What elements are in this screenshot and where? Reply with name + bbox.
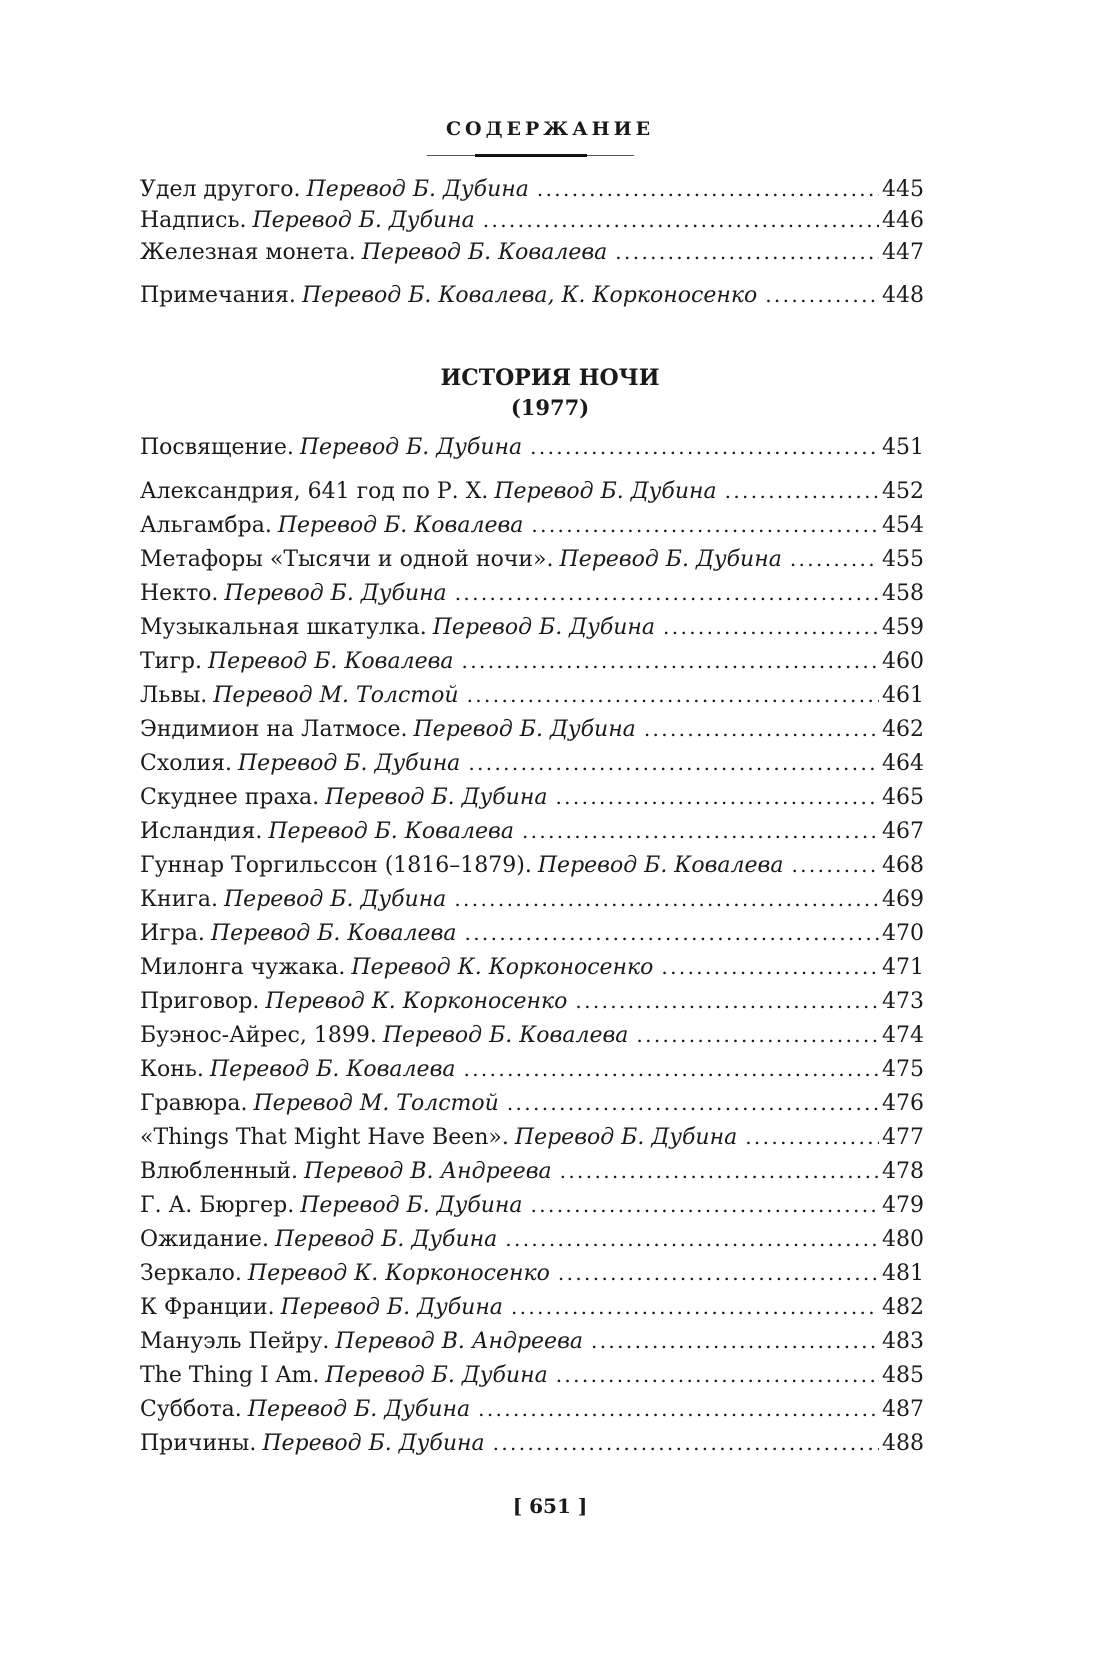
toc-entry: [140, 1292, 924, 1324]
entry-page: 471: [882, 955, 924, 980]
entry-translator: Перевод Б. Ковалева: [207, 649, 454, 674]
toc-entry: [140, 1224, 924, 1256]
running-header: СОДЕРЖАНИЕ: [445, 118, 655, 140]
entry-page: 462: [882, 717, 924, 742]
entry-page: 474: [882, 1023, 924, 1048]
entry-translator: Перевод Б. Дубина: [494, 479, 717, 504]
entry-title: «Things That Might Have Been».: [140, 1125, 509, 1150]
dot-leader: [790, 544, 879, 574]
toc-entry: [140, 646, 924, 678]
entry-page: 485: [882, 1363, 924, 1388]
entry-page: 447: [882, 240, 924, 265]
toc-entry: [140, 884, 924, 916]
entry-page: 476: [882, 1091, 924, 1116]
entry-translator: Перевод Б. Дубина: [432, 615, 656, 640]
toc-entry: [140, 986, 924, 1018]
entry-title: К Франции.: [140, 1295, 275, 1320]
entry-page: 446: [882, 208, 924, 233]
entry-translator: Перевод Б. Дубина: [299, 435, 523, 460]
section-year: (1977): [510, 395, 590, 420]
entry-title: Суббота.: [140, 1397, 242, 1422]
dot-leader: [462, 646, 879, 676]
dot-leader: [791, 850, 879, 880]
entry-translator: Перевод В. Андреева: [304, 1159, 552, 1184]
entry-translator: Перевод Б. Ковалева: [361, 240, 608, 265]
entry-title: Ожидание.: [140, 1227, 269, 1252]
entry-translator: Перевод Б. Ковалева: [210, 921, 457, 946]
dot-leader: [765, 280, 879, 310]
toc-entry: [140, 476, 924, 508]
entry-page: 481: [882, 1261, 924, 1286]
entry-page: 478: [882, 1159, 924, 1184]
dot-leader: [663, 612, 879, 642]
dot-leader: [591, 1326, 879, 1356]
entry-translator: Перевод М. Толстой: [213, 683, 459, 708]
entry-page: 488: [882, 1431, 924, 1456]
entry-title: Железная монета.: [140, 240, 356, 265]
entry-translator: Перевод Б. Дубина: [238, 751, 461, 776]
dot-leader: [507, 1088, 879, 1118]
entry-translator: Перевод Б. Дубина: [262, 1431, 485, 1456]
dot-leader: [468, 748, 879, 778]
entry-title: Причины.: [140, 1431, 257, 1456]
entry-title: Эндимион на Латмосе.: [140, 717, 408, 742]
entry-title: Приговор.: [140, 989, 260, 1014]
table-of-contents: [140, 0, 924, 1669]
dot-leader: [537, 174, 879, 204]
dot-leader: [478, 1394, 879, 1424]
entry-title: Некто.: [140, 581, 219, 606]
toc-entry: [140, 680, 924, 712]
entry-page: 483: [882, 1329, 924, 1354]
entry-title: Милонга чужака.: [140, 955, 346, 980]
dot-leader: [575, 986, 879, 1016]
entry-translator: Перевод Б. Ковалева: [382, 1023, 629, 1048]
entry-translator: Перевод Б. Дубина: [280, 1295, 503, 1320]
dot-leader: [483, 205, 879, 235]
dot-leader: [745, 1122, 879, 1152]
entry-title: Книга.: [140, 887, 218, 912]
dot-leader: [531, 1190, 879, 1220]
dot-leader: [465, 918, 880, 948]
toc-entry: [140, 1088, 924, 1120]
toc-entry: [140, 918, 924, 950]
dot-leader: [725, 476, 879, 506]
entry-page: 445: [882, 177, 924, 202]
entry-page: 469: [882, 887, 924, 912]
entry-title: Удел другого.: [140, 177, 301, 202]
toc-entry: [140, 1020, 924, 1052]
entry-translator: Перевод В. Андреева: [335, 1329, 583, 1354]
toc-entry: [140, 1258, 924, 1290]
toc-entry: [140, 280, 924, 312]
entry-page: 477: [882, 1125, 924, 1150]
entry-title: Надпись.: [140, 208, 247, 233]
entry-page: 467: [882, 819, 924, 844]
dot-leader: [556, 1360, 879, 1390]
dot-leader: [493, 1428, 879, 1458]
entry-title: The Thing I Am.: [140, 1363, 320, 1388]
entry-title: Музыкальная шкатулка.: [140, 615, 427, 640]
entry-translator: Перевод Б. Дубина: [413, 717, 636, 742]
dot-leader: [530, 432, 879, 462]
entry-page: 464: [882, 751, 924, 776]
entry-title: Посвящение.: [140, 435, 294, 460]
entry-title: Конь.: [140, 1057, 204, 1082]
dot-leader: [615, 237, 879, 267]
entry-translator: Перевод Б. Ковалева, К. Корконосенко: [301, 283, 758, 308]
entry-title: Примечания.: [140, 283, 296, 308]
toc-entry: [140, 714, 924, 746]
entry-translator: Перевод Б. Дубина: [300, 1193, 523, 1218]
toc-entry: [140, 510, 924, 542]
entry-title: Альгамбра.: [140, 513, 272, 538]
entry-page: 465: [882, 785, 924, 810]
entry-title: Буэнос-Айрес, 1899.: [140, 1023, 377, 1048]
entry-page: 482: [882, 1295, 924, 1320]
toc-entry: [140, 748, 924, 780]
entry-translator: Перевод К. Корконосенко: [351, 955, 654, 980]
toc-entry: [140, 850, 924, 882]
toc-entry: [140, 1326, 924, 1358]
entry-translator: Перевод Б. Дубина: [514, 1125, 738, 1150]
dot-leader: [560, 1156, 879, 1186]
dot-leader: [467, 680, 879, 710]
entry-page: 455: [882, 547, 924, 572]
entry-page: 454: [882, 513, 924, 538]
entry-page: 470: [882, 921, 924, 946]
toc-entry: [140, 1122, 924, 1154]
toc-entry: [140, 612, 924, 644]
entry-title: Мануэль Пейру.: [140, 1329, 330, 1354]
toc-entry: [140, 174, 924, 206]
entry-title: Львы.: [140, 683, 208, 708]
entry-title: Зеркало.: [140, 1261, 242, 1286]
entry-translator: Перевод К. Корконосенко: [247, 1261, 550, 1286]
entry-translator: Перевод Б. Дубина: [224, 581, 447, 606]
entry-title: Метафоры «Тысячи и одной ночи».: [140, 547, 554, 572]
entry-translator: Перевод Б. Дубина: [274, 1227, 498, 1252]
toc-entry: [140, 544, 924, 576]
entry-translator: Перевод Б. Дубина: [247, 1397, 471, 1422]
entry-title: Исландия.: [140, 819, 263, 844]
entry-translator: Перевод Б. Ковалева: [209, 1057, 456, 1082]
entry-page: 473: [882, 989, 924, 1014]
entry-title: Гравюра.: [140, 1091, 248, 1116]
dot-leader: [505, 1224, 879, 1254]
entry-translator: Перевод К. Корконосенко: [265, 989, 568, 1014]
entry-translator: Перевод Б. Дубина: [306, 177, 529, 202]
entry-page: 479: [882, 1193, 924, 1218]
dot-leader: [644, 714, 879, 744]
toc-entry: [140, 1428, 924, 1460]
dot-leader: [531, 510, 879, 540]
entry-page: 448: [882, 283, 924, 308]
toc-entry: [140, 1190, 924, 1222]
entry-page: 461: [882, 683, 924, 708]
toc-entry: [140, 237, 924, 269]
entry-title: Тигр.: [140, 649, 202, 674]
dot-leader: [464, 1054, 880, 1084]
toc-entry: [140, 952, 924, 984]
entry-title: Игра.: [140, 921, 205, 946]
entry-title: Влюбленный.: [140, 1159, 299, 1184]
page-number: [ 651 ]: [512, 1494, 588, 1518]
toc-entry: [140, 1360, 924, 1392]
entry-title: Гуннар Торгильссон (1816–1879).: [140, 853, 532, 878]
entry-translator: Перевод Б. Дубина: [325, 1363, 548, 1388]
dot-leader: [522, 816, 879, 846]
dot-leader: [636, 1020, 879, 1050]
entry-translator: Перевод Б. Ковалева: [277, 513, 524, 538]
toc-entry: [140, 782, 924, 814]
toc-entry: [140, 1156, 924, 1188]
entry-translator: Перевод Б. Дубина: [252, 208, 475, 233]
dot-leader: [454, 884, 879, 914]
toc-entry: [140, 205, 924, 237]
entry-title: Г. А. Бюргер.: [140, 1193, 295, 1218]
dot-leader: [455, 578, 879, 608]
toc-entry: [140, 1394, 924, 1426]
entry-translator: Перевод Б. Дубина: [325, 785, 548, 810]
section-title: ИСТОРИЯ НОЧИ: [440, 365, 660, 391]
entry-title: Скуднее праха.: [140, 785, 320, 810]
toc-entry: [140, 1054, 924, 1086]
dot-leader: [661, 952, 879, 982]
toc-entry: [140, 432, 924, 464]
entry-translator: Перевод Б. Дубина: [559, 547, 782, 572]
entry-translator: Перевод М. Толстой: [253, 1091, 499, 1116]
dot-leader: [558, 1258, 879, 1288]
entry-page: 459: [882, 615, 924, 640]
entry-title: Александрия, 641 год по Р. Х.: [140, 479, 489, 504]
entry-page: 458: [882, 581, 924, 606]
entry-page: 480: [882, 1227, 924, 1252]
entry-page: 487: [882, 1397, 924, 1422]
entry-page: 452: [882, 479, 924, 504]
toc-entry: [140, 578, 924, 610]
entry-page: 468: [882, 853, 924, 878]
entry-title: Схолия.: [140, 751, 232, 776]
entry-translator: Перевод Б. Дубина: [224, 887, 447, 912]
entry-page: 475: [882, 1057, 924, 1082]
dot-leader: [511, 1292, 879, 1322]
dot-leader: [555, 782, 879, 812]
entry-translator: Перевод Б. Ковалева: [537, 853, 784, 878]
entry-page: 460: [882, 649, 924, 674]
entry-translator: Перевод Б. Ковалева: [268, 819, 514, 844]
toc-entry: [140, 816, 924, 848]
entry-page: 451: [882, 435, 924, 460]
